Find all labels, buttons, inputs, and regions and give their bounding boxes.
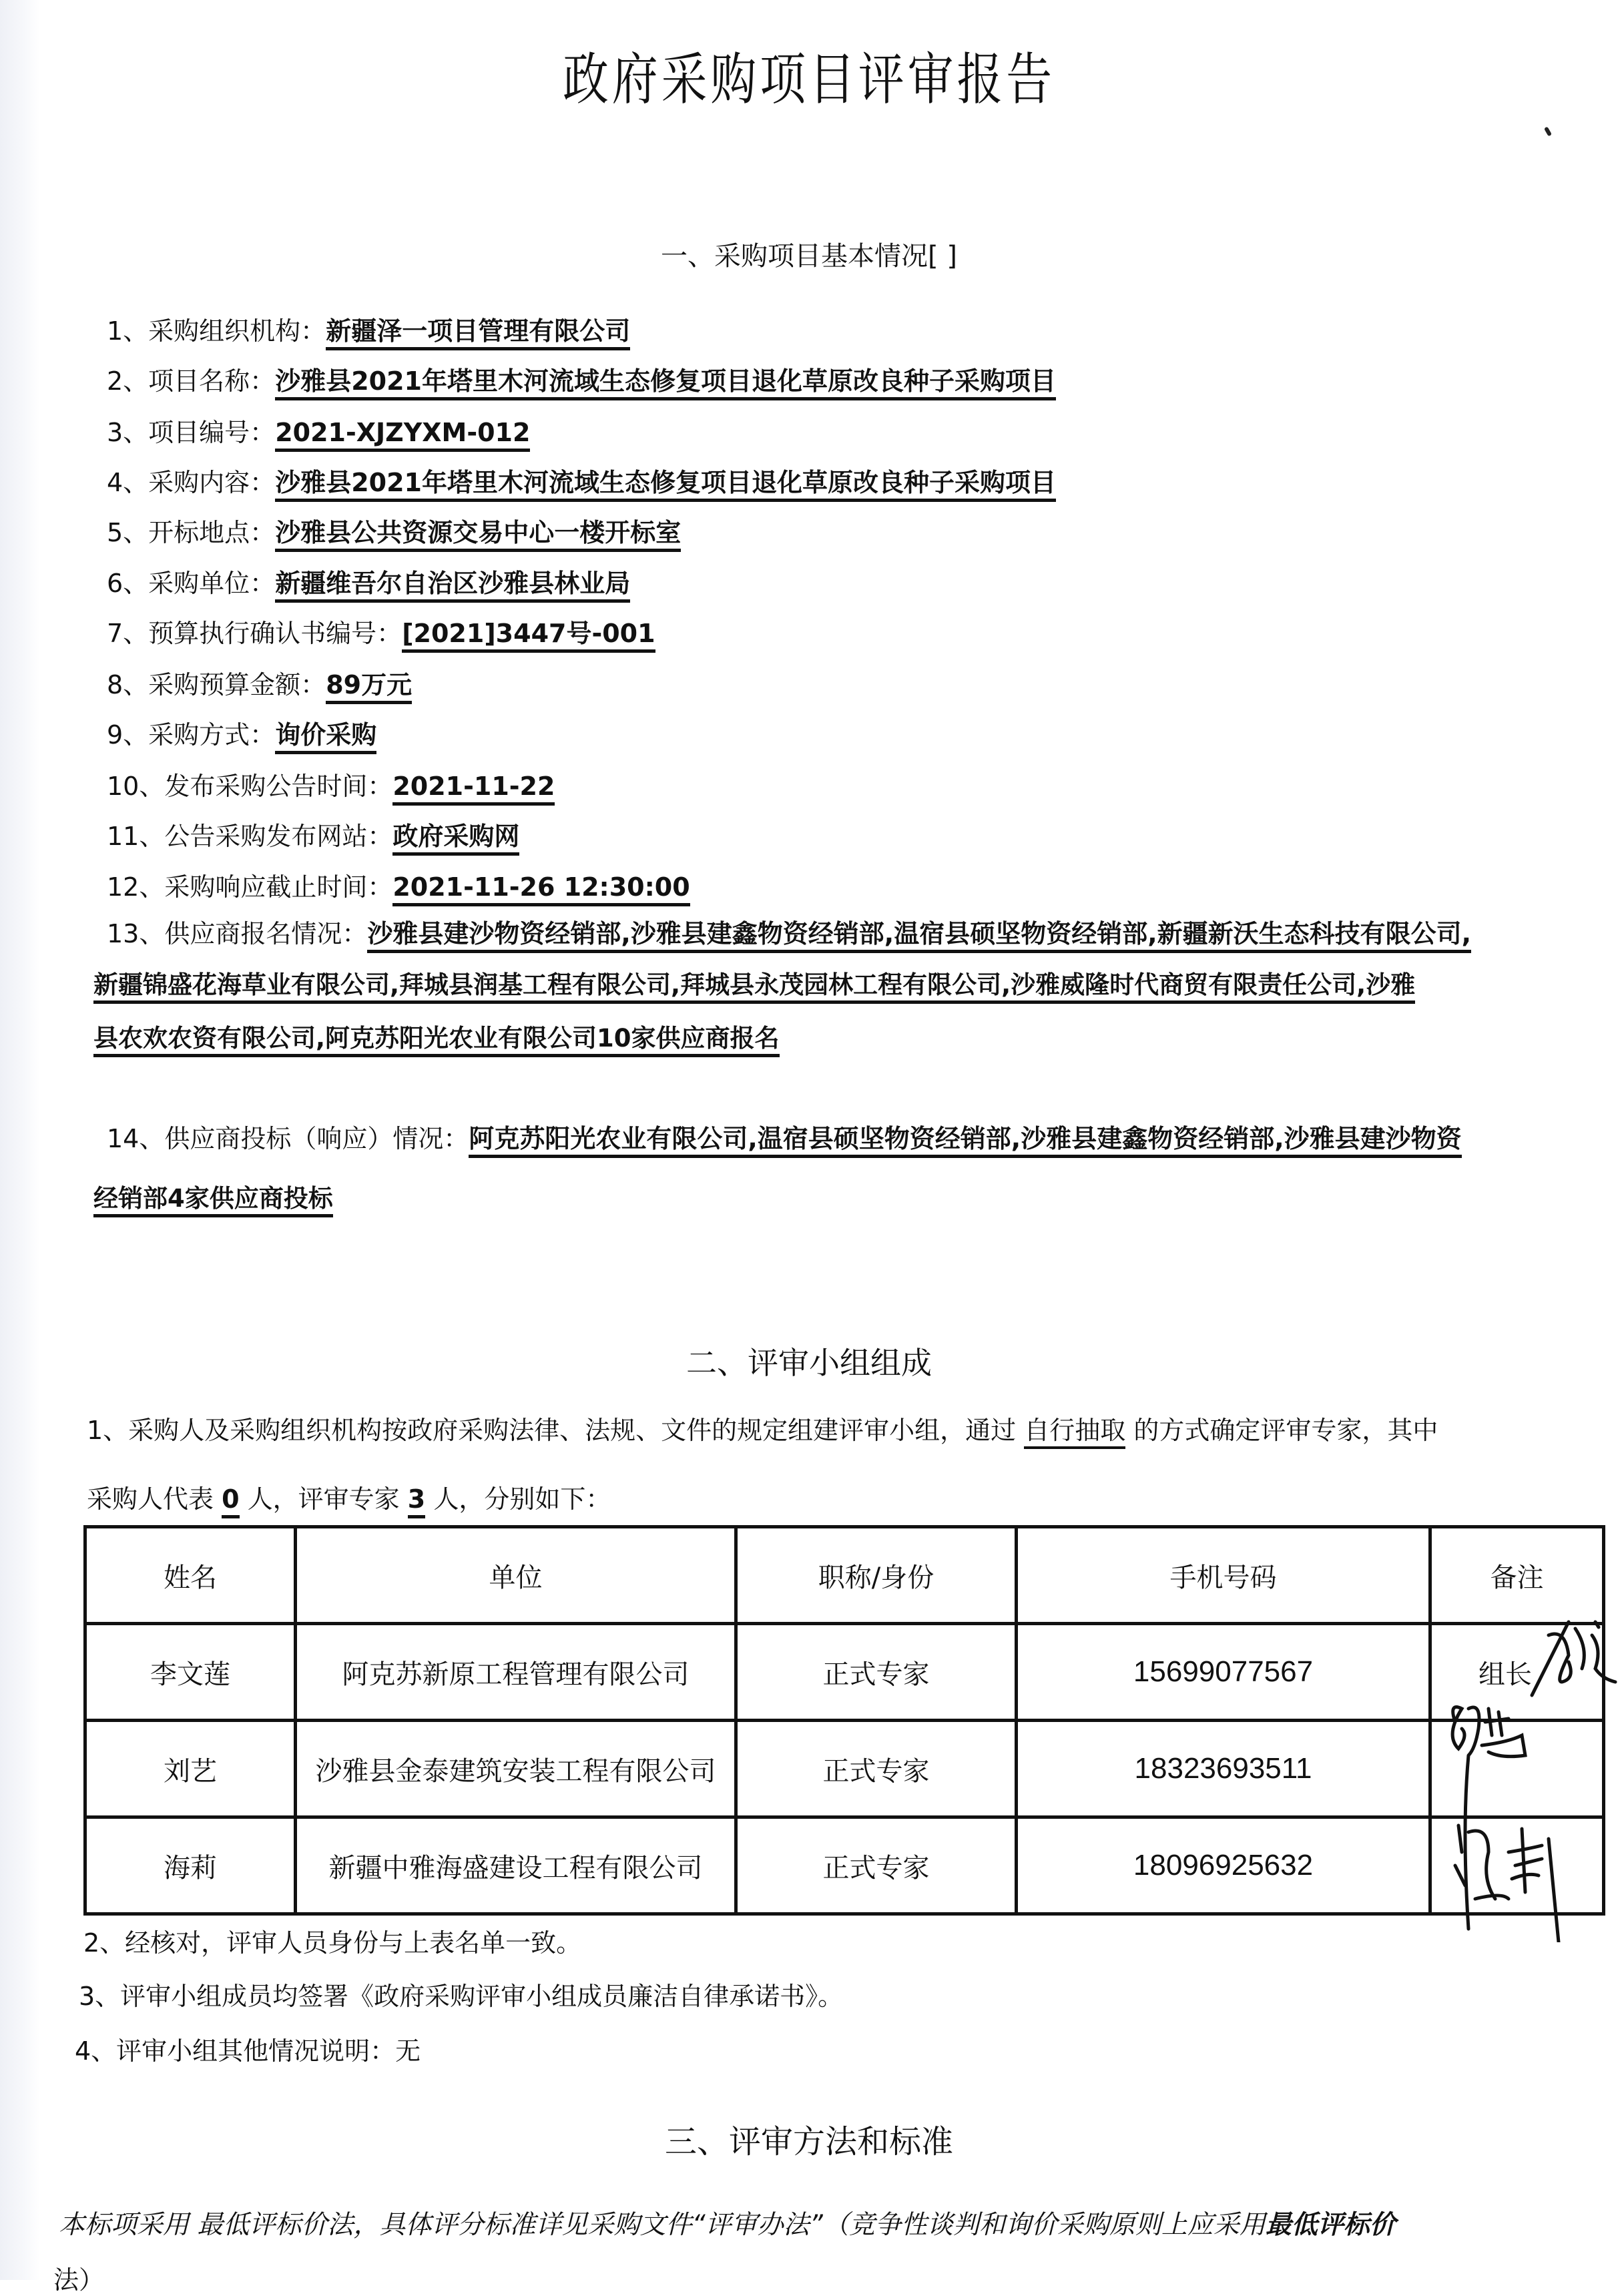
header-phone: 手机号码: [1017, 1527, 1430, 1624]
item-value: 沙雅县公共资源交易中心一楼开标室: [275, 518, 681, 552]
item-value: 2021-XJZYXM-012: [275, 418, 530, 452]
paragraph-text: 采购人代表: [87, 1484, 214, 1514]
item-response-deadline: [107, 866, 690, 903]
evaluation-method-continuation: 法）: [53, 2265, 105, 2295]
item-label: 13、供应商报名情况：: [107, 919, 368, 948]
integrity-pledge-statement: 3、评审小组成员均签署《政府采购评审小组成员廉洁自律承诺书》。: [79, 1982, 844, 2011]
item-supplier-bids-line2: [93, 1178, 333, 1214]
verification-statement: 2、经核对，评审人员身份与上表名单一致。: [83, 1928, 582, 1958]
cell-note: [1430, 1721, 1604, 1817]
item-label: 10、发布采购公告时间：: [107, 772, 393, 801]
item-value: 沙雅县2021年塔里木河流域生态修复项目退化草原改良种子采购项目: [275, 366, 1056, 400]
item-procurement-method: [107, 714, 376, 751]
cell-unit: 沙雅县金泰建筑安装工程有限公司: [296, 1721, 736, 1817]
item-label: 3、项目编号：: [107, 418, 276, 447]
cell-unit: 阿克苏新原工程管理有限公司: [296, 1624, 736, 1721]
table-row: [85, 1624, 1604, 1721]
item-value: 新疆锦盛花海草业有限公司,拜城县润基工程有限公司,拜城县永茂园林工程有限公司,沙雅威隆时代商贸有限责任公司,沙雅: [93, 970, 1415, 1004]
selection-method: 自行抽取: [1024, 1416, 1125, 1449]
item-budget-amount: [107, 664, 412, 701]
item-project-number: [107, 412, 530, 449]
item-budget-confirmation-number: [107, 613, 655, 649]
scan-speck: [1544, 126, 1552, 136]
item-label: 4、采购内容：: [107, 468, 276, 497]
cell-note: [1430, 1817, 1604, 1914]
evaluation-method: 最低评标价法: [197, 2210, 354, 2240]
item-value: 沙雅县建沙物资经销部,沙雅县建鑫物资经销部,温宿县硕坚物资经销部,新疆新沃生态科技有限公司,: [367, 919, 1471, 953]
item-value: 2021-11-26 12:30:00: [392, 872, 690, 906]
header-unit: 单位: [296, 1527, 736, 1624]
item-value: 89万元: [326, 670, 412, 704]
header-name: 姓名: [85, 1527, 296, 1624]
paragraph-text: 的方式确定评审专家，其中: [1133, 1416, 1438, 1445]
panel-formation-paragraph: [87, 1410, 1438, 1446]
item-supplier-registration-line3: [93, 1018, 780, 1054]
section-1-heading: 一、采购项目基本情况[ ]: [661, 241, 957, 272]
item-label: 8、采购预算金额：: [107, 670, 326, 699]
item-value: 阿克苏阳光农业有限公司,温宿县硕坚物资经销部,沙雅县建鑫物资经销部,沙雅县建沙物资: [469, 1124, 1461, 1158]
item-label: 7、预算执行确认书编号：: [107, 619, 402, 648]
item-announcement-date: [107, 766, 555, 802]
item-announcement-website: [107, 816, 519, 852]
cell-unit: 新疆中雅海盛建设工程有限公司: [296, 1817, 736, 1914]
item-value: [2021]3447号-001: [402, 619, 655, 653]
review-panel-table: [83, 1525, 1605, 1916]
cell-phone: 18096925632: [1017, 1817, 1430, 1914]
item-supplier-registration: [107, 913, 1471, 950]
cell-name: 海莉: [85, 1817, 296, 1914]
item-value: 新疆维吾尔自治区沙雅县林业局: [275, 569, 630, 603]
item-label: 2、项目名称：: [107, 366, 276, 396]
item-value: 新疆泽一项目管理有限公司: [326, 316, 630, 350]
cell-title: 正式专家: [736, 1721, 1017, 1817]
other-notes-statement: 4、评审小组其他情况说明：无: [75, 2036, 421, 2066]
scan-shadow-edge: [0, 0, 40, 2280]
cell-phone: 15699077567: [1017, 1624, 1430, 1721]
paragraph-text: 1、采购人及采购组织机构按政府采购法律、法规、文件的规定组建评审小组，通过: [87, 1416, 1017, 1445]
evaluation-method-paragraph: [59, 2204, 1396, 2241]
item-value: 2021-11-22: [392, 772, 555, 806]
paragraph-text: 最低评标价: [1265, 2210, 1396, 2240]
table-row: [85, 1817, 1604, 1914]
section-2-heading: 二、评审小组组成: [686, 1345, 932, 1381]
paragraph-text: 本标项采用: [59, 2210, 190, 2240]
paragraph-text: 人，分别如下：: [433, 1484, 611, 1514]
item-value: 沙雅县2021年塔里木河流域生态修复项目退化草原改良种子采购项目: [275, 468, 1056, 502]
paragraph-text: ，具体评分标准详见采购文件“评审办法”（竞争性谈判和询价采购原则上应采用: [353, 2210, 1266, 2240]
item-label: 6、采购单位：: [107, 569, 276, 598]
item-label: 5、开标地点：: [107, 518, 276, 547]
item-value: 询价采购: [275, 720, 376, 754]
item-procurement-agency: [107, 310, 630, 347]
cell-title: 正式专家: [736, 1817, 1017, 1914]
item-bid-opening-location: [107, 512, 681, 549]
cell-title: 正式专家: [736, 1624, 1017, 1721]
panel-composition-line: [87, 1478, 611, 1515]
header-title: 职称/身份: [736, 1527, 1017, 1624]
item-supplier-bids: [107, 1118, 1462, 1155]
item-label: 1、采购组织机构：: [107, 316, 326, 346]
item-label: 11、公告采购发布网站：: [107, 822, 393, 851]
buyer-representative-count: 0: [222, 1484, 239, 1518]
note-text: 组长: [1478, 1659, 1532, 1690]
cell-note: [1430, 1624, 1604, 1721]
cell-phone: 18323693511: [1017, 1721, 1430, 1817]
item-project-name: [107, 360, 1056, 397]
item-supplier-registration-line2: [93, 964, 1415, 1000]
item-value: 经销部4家供应商投标: [93, 1184, 333, 1217]
section-3-heading: 三、评审方法和标准: [664, 2123, 953, 2161]
cell-name: 刘艺: [85, 1721, 296, 1817]
paragraph-text: 人，评审专家: [247, 1484, 400, 1514]
header-note: 备注: [1430, 1527, 1604, 1624]
item-value: 政府采购网: [392, 822, 519, 856]
cell-name: 李文莲: [85, 1624, 296, 1721]
item-label: 14、供应商投标（响应）情况：: [107, 1124, 469, 1153]
item-purchasing-unit: [107, 563, 630, 599]
item-label: 9、采购方式：: [107, 720, 276, 750]
item-procurement-content: [107, 462, 1056, 499]
table-row: [85, 1721, 1604, 1817]
document-title: 政府采购项目评审报告: [562, 47, 1055, 112]
item-label: 12、采购响应截止时间：: [107, 872, 393, 902]
table-header-row: [85, 1527, 1604, 1624]
item-value: 县农欢农资有限公司,阿克苏阳光农业有限公司10家供应商报名: [93, 1024, 780, 1057]
expert-count: 3: [408, 1484, 425, 1518]
